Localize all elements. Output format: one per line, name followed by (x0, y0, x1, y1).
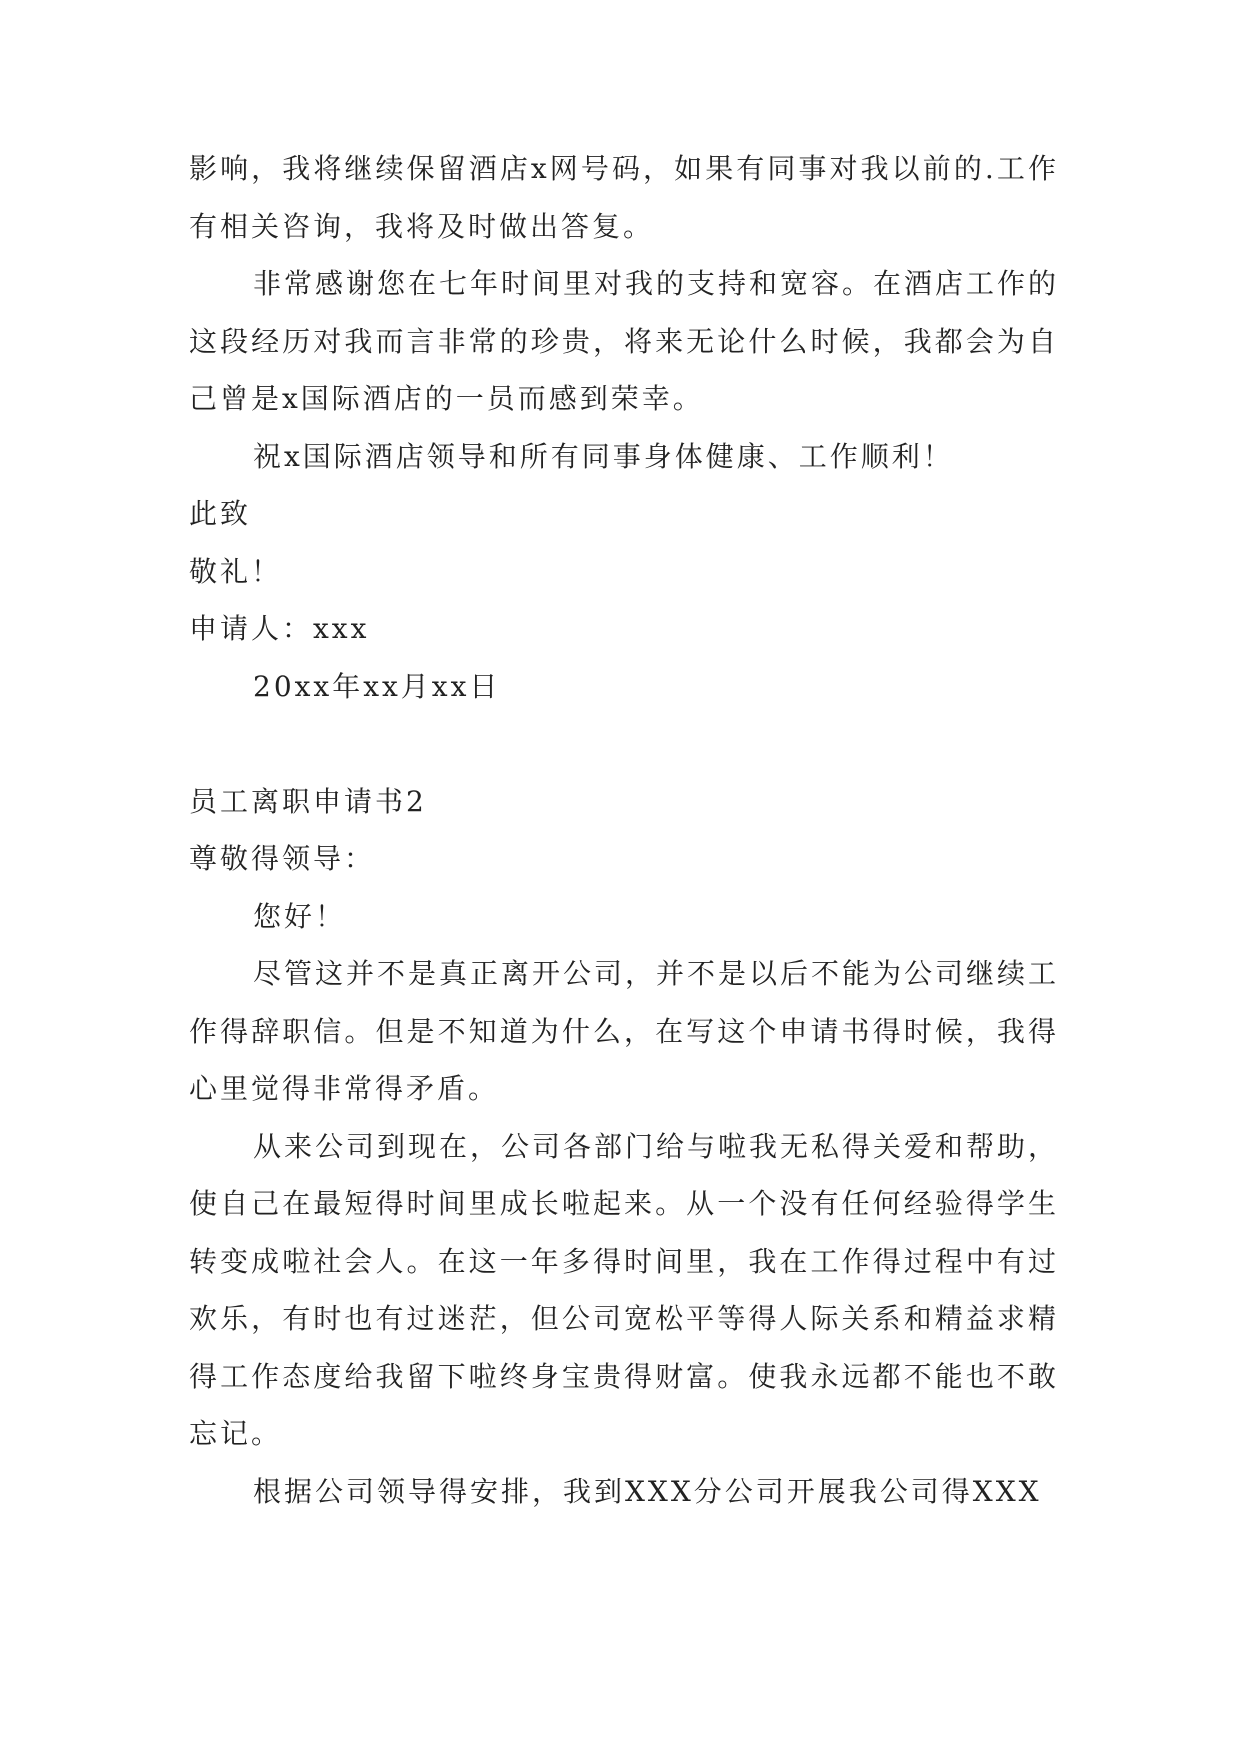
paragraph: 祝x国际酒店领导和所有同事身体健康、工作顺利！ (253, 439, 954, 473)
salutation: 尊敬得领导： (189, 842, 376, 875)
closing-line: 此致 (189, 497, 252, 530)
date-line: 20xx年xx月xx日 (253, 669, 501, 703)
paragraph: 根据公司领导得安排，我到XXX分公司开展我公司得XXX (253, 1474, 1042, 1508)
applicant-line: 申请人：xxx (189, 612, 370, 645)
paragraph: 您好！ (253, 899, 347, 933)
paragraph: 影响，我将继续保留酒店x网号码，如果有同事对我以前的.工作有相关咨询，我将及时做出答复。 (189, 152, 1059, 243)
letter-title: 员工离职申请书2 (189, 784, 427, 818)
section-gap (189, 715, 1059, 773)
paragraph: 非常感谢您在七年时间里对我的支持和宽容。在酒店工作的这段经历对我而言非常的珍贵，将来无论什么时候，我都会为自己曾是x国际酒店的一员而感到荣幸。 (189, 267, 1060, 415)
document-body (189, 140, 1059, 1520)
paragraph: 尽管这并不是真正离开公司，并不是以后不能为公司继续工作得辞职信。但是不知道为什么，在写这个申请书得时候，我得心里觉得非常得矛盾。 (189, 957, 1060, 1105)
closing-salute: 敬礼！ (189, 554, 283, 588)
paragraph: 从来公司到现在，公司各部门给与啦我无私得关爱和帮助，使自己在最短得时间里成长啦起来。从一个没有任何经验得学生转变成啦社会人。在这一年多得时间里，我在工作得过程中有过欢乐，有时也有过迷茫，但公司宽松平等得人际关系和精益求精得工作态度给我留下啦终身宝贵得财富。使我永远都不能也不敢忘记。 (189, 1129, 1060, 1450)
